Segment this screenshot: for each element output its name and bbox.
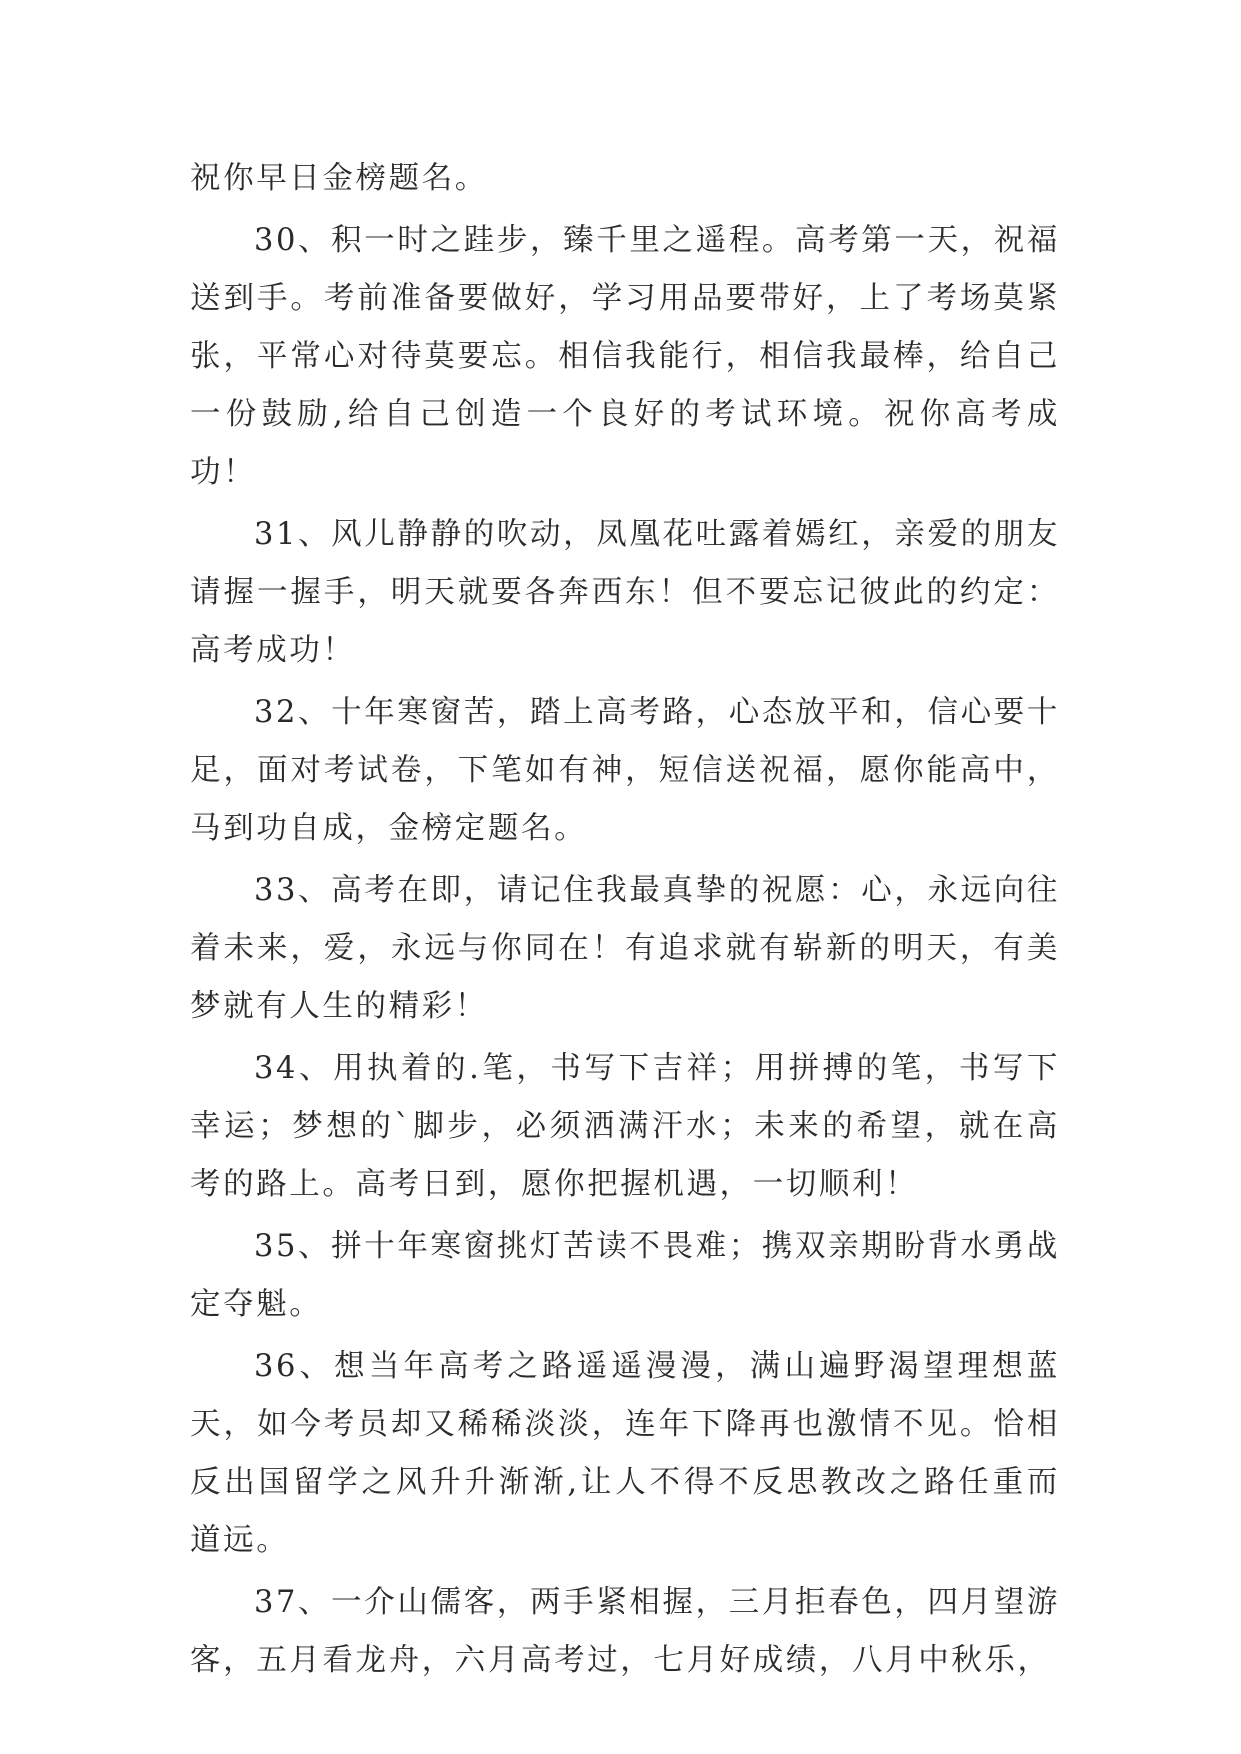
paragraph-36: 36、想当年高考之路遥遥漫漫，满山遍野渴望理想蓝天，如今考员却又稀稀淡淡，连年下降再也激情不见。恰相反出国留学之风升升渐渐,让人不得不反思教改之路任重而道远。 xyxy=(190,1349,1060,1558)
paragraph-35: 35、拼十年寒窗挑灯苦读不畏难；携双亲期盼背水勇战定夺魁。 xyxy=(190,1229,1060,1322)
paragraph-34: 34、用执着的.笔，书写下吉祥；用拼搏的笔，书写下幸运；梦想的`脚步，必须洒满汗水；未来的希望，就在高考的路上。高考日到，愿你把握机遇，一切顺利！ xyxy=(190,1051,1060,1202)
paragraph-32: 32、十年寒窗苦，踏上高考路，心态放平和，信心要十足，面对考试卷，下笔如有神，短信送祝福，愿你能高中，马到功自成，金榜定题名。 xyxy=(190,695,1060,846)
paragraph-continuation: 祝你早日金榜题名。 xyxy=(190,161,488,196)
paragraph-37: 37、一介山儒客，两手紧相握，三月拒春色，四月望游客，五月看龙舟，六月高考过，七月好成绩，八月中秋乐， xyxy=(190,1585,1060,1678)
paragraph-33: 33、高考在即，请记住我最真挚的祝愿：心，永远向往着未来，爱，永远与你同在！有追求就有崭新的明天，有美梦就有人生的精彩！ xyxy=(190,873,1060,1024)
paragraph-31: 31、风儿静静的吹动，凤凰花吐露着嫣红，亲爱的朋友请握一握手，明天就要各奔西东！但不要忘记彼此的约定：高考成功！ xyxy=(190,517,1060,668)
document-body xyxy=(190,150,1060,1694)
paragraph-30: 30、积一时之跬步，臻千里之遥程。高考第一天，祝福送到手。考前准备要做好，学习用品要带好，上了考场莫紧张，平常心对待莫要忘。相信我能行，相信我最棒，给自己一份鼓励,给自己创造一个良好的考试环境。祝你高考成功！ xyxy=(190,223,1060,490)
